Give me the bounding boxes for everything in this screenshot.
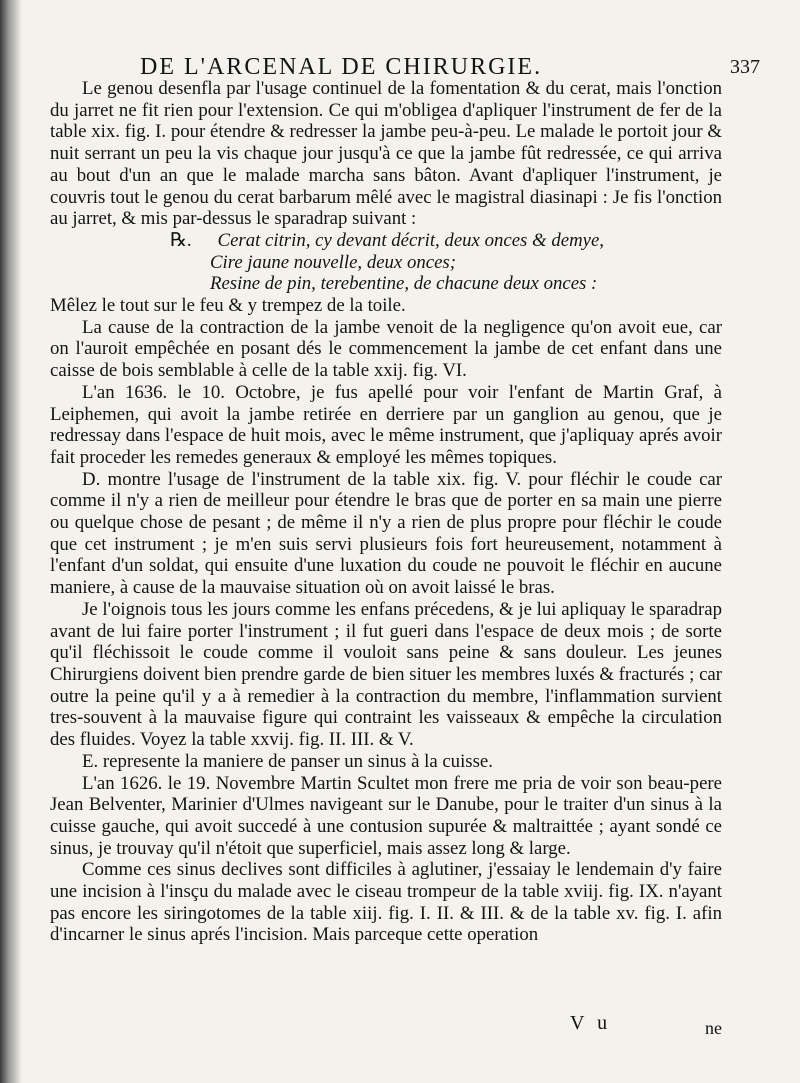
recipe-line: ℞. Cerat citrin, cy devant décrit, deux onces & demye, bbox=[170, 229, 604, 251]
recipe-symbol: ℞. bbox=[170, 229, 192, 251]
paragraph: Comme ces sinus declives sont difficiles à aglutiner, j'essaiay le lendemain d'y faire une incision à l'insçu du malade avec le ciseau trompeur de la table xviij. fig. IX. n'ayant pas encore les siringotomes de la table xiij. fig. I. II. & III. & de la table xv. fig. I. afin d'incarner le sinus aprés l'incision. Mais parceque cette operation bbox=[50, 859, 722, 946]
paragraph: La cause de la contraction de la jambe venoit de la negligence qu'on avoit eue, car on l'auroit empêchée en posant dés le commencement la jambe de cet enfant dans une caisse de bois semblable à celle de la table xxij. fig. VI. bbox=[50, 316, 722, 382]
running-title: DE L'ARCENAL DE CHIRURGIE. bbox=[140, 54, 543, 80]
page-footer bbox=[50, 1012, 722, 1042]
paragraph: D. montre l'usage de l'instrument de la table xix. fig. V. pour fléchir le coude car comme il n'y a rien de meilleur pour étendre le bras que de porter en sa main une pierre ou quelque chose de pesant ; de même il n'y a rien de plus propre pour fléchir le coude que cet instrument ; je m'en suis servi plusieurs fois fort heureusement, notamment à l'enfant d'un soldat, qui ensuite d'une luxation du coude ne pouvoit le fléchir en aucune maniere, à cause de la mauvaise situation où on avoit laissé le bras. bbox=[50, 468, 722, 599]
running-header bbox=[140, 54, 760, 81]
page-body bbox=[50, 78, 722, 946]
paragraph: Je l'oignois tous les jours comme les enfans précedens, & je lui apliquay le sparadrap avant de lui faire porter l'instrument ; il fut gueri dans l'espace de deux mois ; de sorte qu'il fléchissoit le coude comme il vouloit sans peine & sans douleur. Les jeunes Chirurgiens doivent bien prendre garde de bien situer les membres luxés & fracturés ; car outre la peine qu'il y a à remedier à la contraction du membre, l'inflammation survient tres-souvent à la mauvaise figure qui contraint les vaisseaux & empêche la circulation des fluides. Voyez la table xxvij. fig. II. III. & V. bbox=[50, 598, 722, 751]
recipe-block bbox=[50, 230, 722, 295]
paragraph: E. represente la maniere de panser un sinus à la cuisse. bbox=[82, 750, 493, 772]
paragraph: Le genou desenfla par l'usage continuel de la fomentation & du cerat, mais l'onction du jarret ne fit rien pour l'extension. Ce qui m'obligea d'apliquer l'instrument de fer de la table xix. fig. I. pour étendre & redresser la jambe peu-à-peu. Le malade le portoit jour & nuit serrant un peu la vis chaque jour jusqu'à ce que la jambe fût redressée, ce qui arriva au bout d'un an que le malade marcha sans bâton. Avant d'apliquer l'instrument, je couvris tout le genou du cerat barbarum mêlé avec le magistral diasinapi : Je fis l'onction au jarret, & mis par-dessus le sparadrap suivant : bbox=[50, 78, 722, 230]
catchword: ne bbox=[705, 1018, 722, 1038]
signature-mark: V u bbox=[570, 1012, 612, 1034]
paragraph: L'an 1636. le 10. Octobre, je fus apellé pour voir l'enfant de Martin Graf, à Leiphemen, qui avoit la jambe retirée en derriere par un ganglion au genou, que je redressay dans l'espace de huit mois, avec le même instrument, que j'apliquay aprés avoir fait proceder les remedes generaux & employé les mêmes topiques. bbox=[50, 381, 722, 468]
recipe-line: Cire jaune nouvelle, deux onces; bbox=[210, 251, 456, 273]
recipe-line: Resine de pin, terebentine, de chacune deux onces : bbox=[210, 273, 598, 295]
recipe-instruction: Mêlez le tout sur le feu & y trempez de la toile. bbox=[50, 295, 406, 317]
binding-shadow bbox=[0, 0, 22, 1083]
paragraph: L'an 1626. le 19. Novembre Martin Scultet mon frere me pria de voir son beau-pere Jean Belventer, Marinier d'Ulmes navigeant sur le Danube, pour le traiter d'un sinus à la cuisse gauche, qui avoit succedé à une contusion supurée & maltraittée ; ayant sondé ce sinus, je trouvay qu'il n'étoit que superficiel, mais assez long & large. bbox=[50, 772, 722, 859]
page-number: 337 bbox=[730, 56, 760, 78]
